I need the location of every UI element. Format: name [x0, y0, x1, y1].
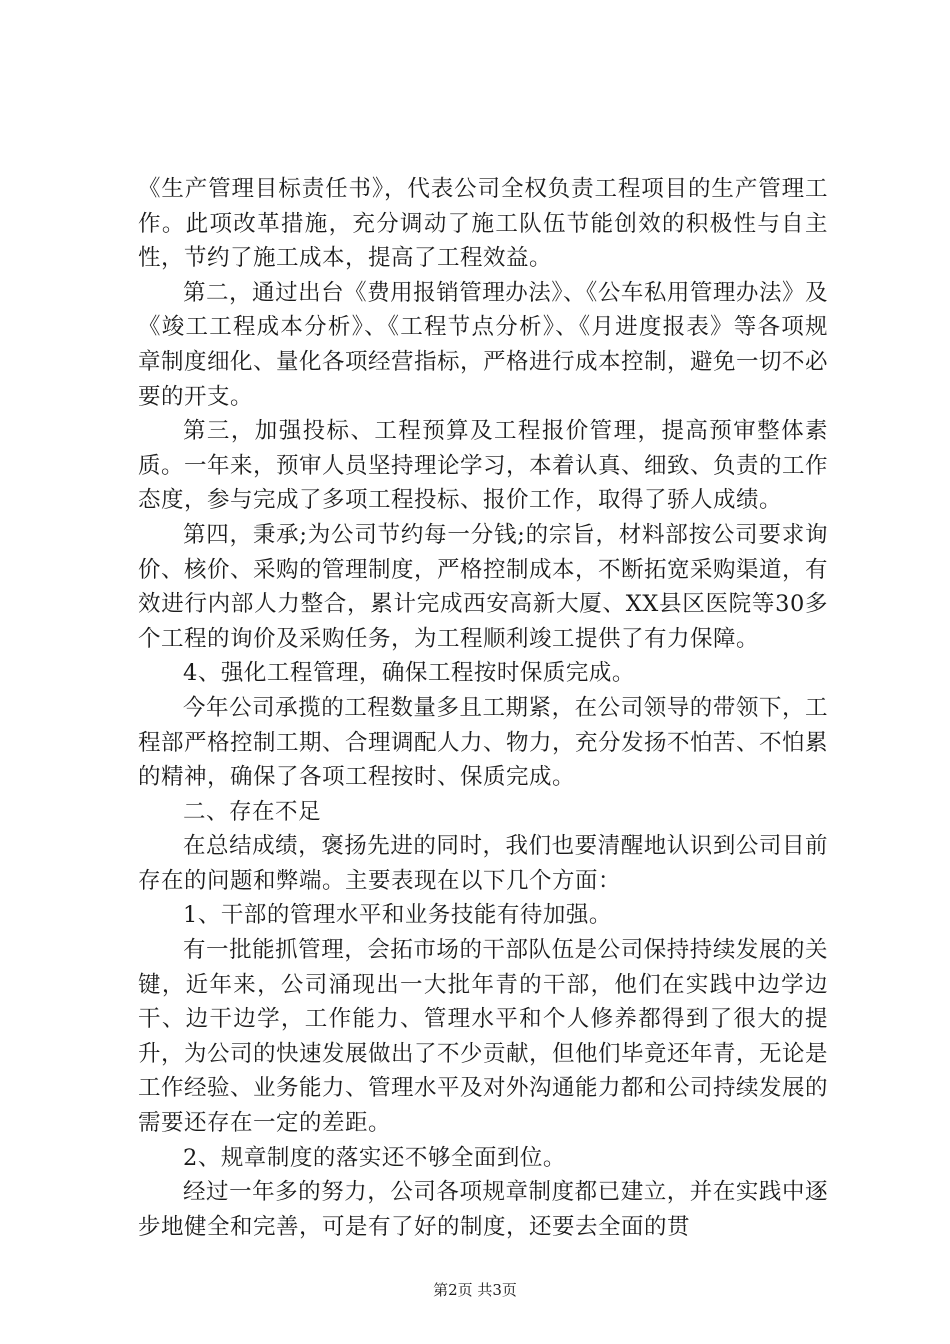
paragraph: 《生产管理目标责任书》，代表公司全权负责工程项目的生产管理工作。此项改革措施，充分调动了施工队伍节能创效的积极性与自主性，节约了施工成本，提高了工程效益。: [138, 176, 828, 272]
document-body: [138, 172, 828, 1244]
paragraph: 经过一年多的努力，公司各项规章制度都已建立，并在实践中逐步地健全和完善，可是有了好的制度，还要去全面的贯: [138, 1179, 828, 1240]
paragraph: 第四，秉承;为公司节约每一分钱;的宗旨，材料部按公司要求询价、核价、采购的管理制度，严格控制成本，不断拓宽采购渠道，有效进行内部人力整合，累计完成西安高新大厦、XX县区医院等30多个工程的询价及采购任务，为工程顺利竣工提供了有力保障。: [138, 521, 829, 652]
paragraph: 第二，通过出台《费用报销管理办法》、《公车私用管理办法》及《竣工工程成本分析》、《工程节点分析》、《月进度报表》等各项规章制度细化、量化各项经营指标，严格进行成本控制，避免一切不必要的开支。: [138, 279, 829, 410]
page-number: 第2页 共3页: [433, 1281, 517, 1299]
paragraph: 第三，加强投标、工程预算及工程报价管理，提高预审整体素质。一年来，预审人员坚持理论学习，本着认真、细致、负责的工作态度，参与完成了多项工程投标、报价工作，取得了骄人成绩。: [138, 418, 829, 514]
section-heading: 1、干部的管理水平和业务技能有待加强。: [183, 902, 612, 929]
section-heading: 4、强化工程管理，确保工程按时保质完成。: [183, 660, 635, 687]
paragraph: 在总结成绩，褒扬先进的同时，我们也要清醒地认识到公司目前存在的问题和弊端。主要表现在以下几个方面：: [138, 833, 828, 894]
section-heading: 二、存在不足: [183, 798, 322, 825]
section-heading: 2、规章制度的落实还不够全面到位。: [183, 1144, 566, 1171]
paragraph: 有一批能抓管理，会拓市场的干部队伍是公司保持持续发展的关键，近年来，公司涌现出一大批年青的干部，他们在实践中边学边干、边干边学，工作能力、管理水平和个人修养都得到了很大的提升，为公司的快速发展做出了不少贡献，但他们毕竟还年青，无论是工作经验、业务能力、管理水平及对外沟通能力都和公司持续发展的需要还存在一定的差距。: [138, 937, 829, 1137]
paragraph: 今年公司承揽的工程数量多且工期紧，在公司领导的带领下，工程部严格控制工期、合理调配人力、物力，充分发扬不怕苦、不怕累的精神，确保了各项工程按时、保质完成。: [138, 694, 829, 791]
